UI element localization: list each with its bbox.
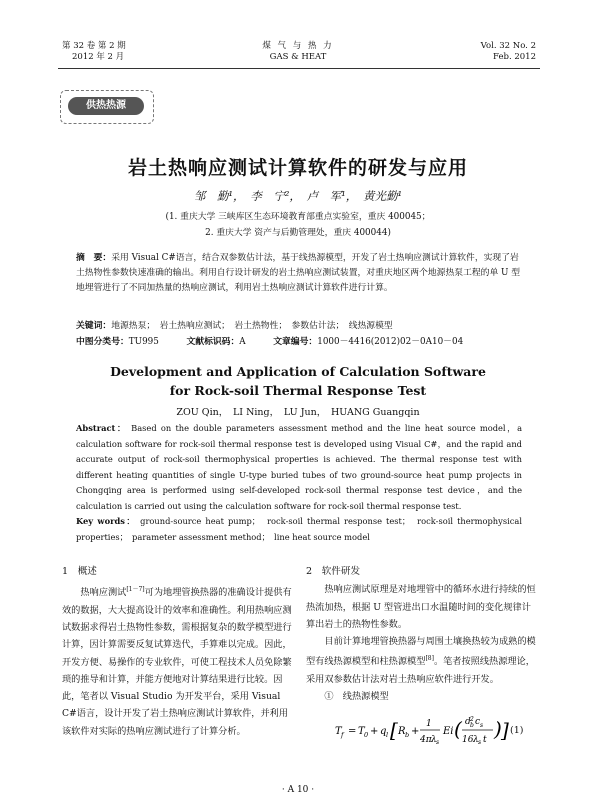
header-right	[481, 41, 536, 63]
abstract-en	[76, 421, 522, 514]
affiliation-1: (1. 重庆大学 三峡库区生态环境教育部重点实验室，重庆 400045；	[165, 212, 431, 222]
svg-text:=: =	[348, 726, 357, 737]
svg-text:16: 16	[462, 735, 474, 745]
svg-text:(: (	[454, 717, 462, 741]
date-en: Feb. 2012	[493, 52, 536, 62]
journal-en: GAS & HEAT	[269, 52, 327, 62]
svg-text:l: l	[386, 731, 389, 739]
section-2-paragraph-1: 热响应测试原理是对地埋管中的循环水进行持续的恒热流加热，根据 U 型管进出口水温随时间的变化规律计算出岩土的热物性参数。	[306, 584, 536, 630]
section-2	[306, 563, 540, 705]
svg-text:+: +	[411, 726, 420, 737]
article-no-value: 1000－4416(2012)02－0A10－04	[317, 337, 464, 347]
doc-code-label: 文献标识码：	[186, 337, 240, 347]
classification-line	[76, 335, 522, 350]
svg-text:t: t	[483, 735, 487, 745]
equation-1	[335, 710, 535, 750]
section-1-para-rest: 可为地埋管换热器的准确设计提供有效的数据，大大提高设计的效率和准确性。利用热响应测试数据求得岩土热物性参数，需根据复杂的数学模型进行计算，因计算需要反复试算迭代，手算难以完成。因此，开发方便、易操作的专业软件，可使工程技术人员免除繁琐的推导和计算，并能方便地对计算结果进行比较。因此，笔者以 Visual Studio 为开发平台，采用 Visual C#语言，设计开发了岩土热响应测试计算软件，并利用该软件对实际的热响应测试进行了计算分析。	[62, 587, 292, 737]
keywords-cn-label: 关键词：	[76, 321, 112, 331]
keywords-en	[76, 514, 522, 545]
authors-cn: 邹 勤¹， 李 宁²， 卢 军¹， 黄光勤¹	[193, 189, 403, 203]
clc-label: 中图分类号：	[76, 337, 129, 347]
section-1	[62, 563, 296, 740]
svg-text:λ: λ	[431, 735, 437, 745]
header-rule	[58, 68, 540, 69]
page-number: · A 10 ·	[281, 785, 315, 795]
abstract-cn-text: 采用 Visual C#语言，结合双参数估计法，基于线热源模型，开发了岩土热响应测试计算软件，实现了岩土热物性参数快速准确的输出。利用自行设计研发的岩土热响应测试装置，对重庆地区两个地源热泵工程的单 U 型地埋管进行了不同加热量的热响应测试，利用岩土热响应测试计算软件进行计算。	[76, 253, 521, 293]
svg-text:R: R	[398, 726, 406, 737]
svg-text:2: 2	[470, 716, 474, 723]
section-2-para2-rest: 。笔者按照线热源理论，采用双参数估计法对岩土热响应软件进行开发。	[306, 656, 535, 685]
volume-cn: 第 32 卷 第 2 期	[62, 41, 126, 51]
svg-text:c: c	[475, 717, 481, 727]
abstract-cn-label: 摘 要：	[76, 253, 112, 263]
article-no-label: 文章编号：	[273, 337, 318, 347]
volume-en: Vol. 32 No. 2	[480, 41, 536, 51]
paper-title-cn: 岩土热响应测试计算软件的研发与应用	[127, 157, 468, 179]
svg-text:b: b	[470, 722, 474, 729]
keywords-en-text: ground-source heat pump； rock-soil thermal response test； rock-soil thermophysical properties； parameter assessment method； line heat source model	[76, 516, 522, 542]
svg-text:[: [	[390, 718, 398, 742]
citation-1-7: [1－7]	[126, 586, 145, 594]
clc-value: TU995	[128, 337, 159, 347]
svg-text:λ: λ	[473, 735, 479, 745]
equation-1-graphic	[335, 710, 535, 750]
section-badge-label: 供热热源	[68, 97, 144, 115]
subsection-heading: ① 线热源模型	[324, 691, 389, 703]
svg-text:b: b	[405, 731, 410, 739]
abstract-en-label: Abstract：	[76, 423, 127, 433]
section-2-paragraph-2	[306, 633, 540, 688]
svg-text:1: 1	[426, 719, 432, 729]
authors-en: ZOU Qin， LI Ning， LU Jun， HUANG Guangqin	[176, 407, 420, 418]
section-1-heading: 1 概述	[62, 566, 97, 577]
paper-title-en-line-1: Development and Application of Calculation Software	[110, 364, 486, 379]
section-2-heading: 2 软件研发	[306, 566, 361, 577]
date-cn: 2012 年 2 月	[72, 52, 125, 62]
svg-text:q: q	[380, 726, 387, 737]
keywords-cn	[76, 319, 522, 334]
svg-text:s: s	[480, 722, 484, 729]
journal-cn: 煤 气 与 热 力	[262, 41, 334, 51]
affiliation-2: 2. 重庆大学 资产与后勤管理处，重庆 400044)	[205, 228, 391, 238]
citation-8: [8]	[425, 655, 434, 663]
svg-text:Ei: Ei	[443, 726, 454, 737]
svg-text:+: +	[370, 726, 379, 737]
keywords-cn-text: 地源热泵； 岩土热响应测试； 岩土热物性； 参数估计法； 线热源模型	[111, 321, 393, 331]
paper-title-en-line-2: for Rock-soil Thermal Response Test	[169, 383, 427, 398]
svg-text:T: T	[335, 726, 342, 737]
equation-1-number: (1)	[510, 725, 524, 736]
svg-text:f: f	[341, 731, 344, 739]
svg-text:s: s	[436, 739, 440, 746]
svg-text:): )	[494, 717, 502, 741]
svg-text:0: 0	[364, 731, 369, 739]
abstract-en-text: Based on the double parameters assessment method and the line heat source model，a calculation software for rock-soil thermal response test is developed using Visual C#，and the rapid and accurate output of rock-soil thermophysical properties is achieved. The thermal response test with different heating quantities of single U-type buried tubes of two ground-source heat pump projects in Chongqing area is performed using self-developed rock-soil thermal response test device，and the calculation is carried out using the calculation software for rock-soil thermal response test.	[76, 423, 523, 511]
doc-code-value: A	[239, 337, 246, 347]
abstract-cn	[76, 251, 522, 296]
svg-text:4π: 4π	[420, 735, 432, 745]
svg-text:s: s	[478, 739, 482, 746]
section-1-paragraph	[62, 581, 296, 740]
svg-text:]: ]	[501, 718, 509, 742]
section-2-para2-prefix: 目前计算地埋管换热器与周围土壤换热较为成熟的模型有线热源模型和柱热源模型	[306, 636, 536, 668]
svg-text:d: d	[465, 717, 471, 727]
keywords-en-label: Key words：	[76, 516, 137, 526]
svg-text:T: T	[358, 726, 365, 737]
section-badge	[60, 90, 154, 124]
section-1-para-prefix: 热响应测试	[80, 587, 127, 599]
